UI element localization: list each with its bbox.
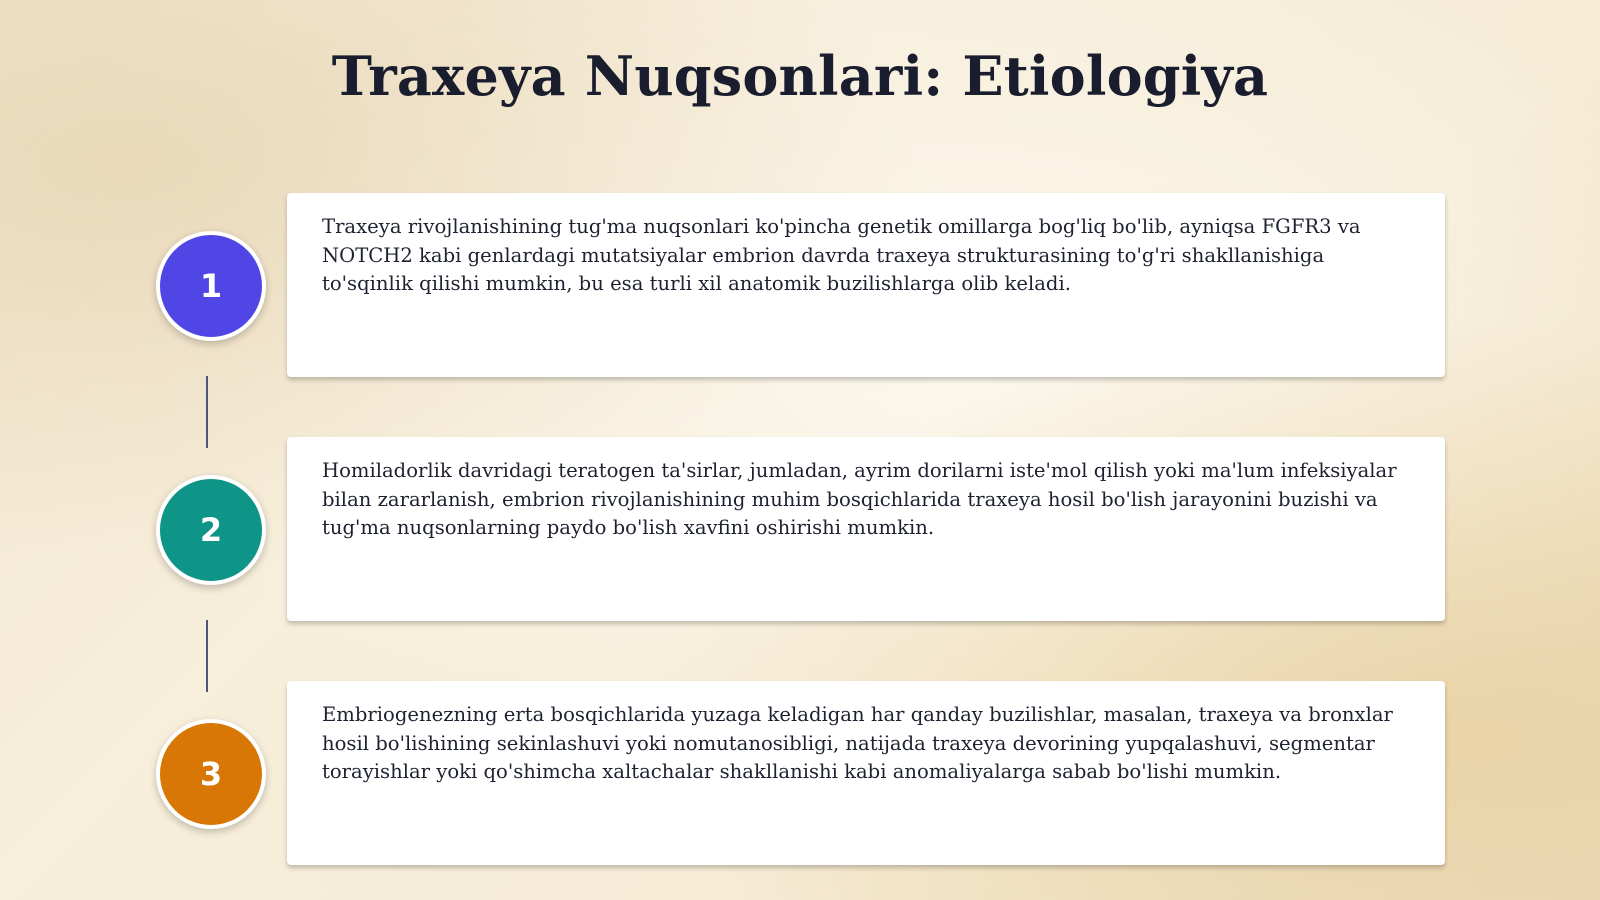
step-3-text: Embriogenezning erta bosqichlarida yuzaga keladigan har qanday buzilishlar, masalan, traxeya va bronxlar hosil bo'lishining sekinlashuvi yoki nomutanosibligi, natijada traxeya devorining yupqalashuvi, segmentar torayishlar yoki qo'shimcha xaltachalar shakllanishi kabi anomaliyalarga sabab bo'lishi mumkin.	[322, 703, 1393, 784]
step-2-card	[287, 437, 1445, 621]
step-number: 2	[199, 511, 223, 549]
step-1-badge	[156, 231, 266, 341]
step-1-text: Traxeya rivojlanishining tug'ma nuqsonlari ko'pincha genetik omillarga bog'liq bo'lib, ayniqsa FGFR3 va NOTCH2 kabi genlardagi mutatsiyalar embrion davrda traxeya strukturasining to'g'ri shakllanishiga to'sqinlik qilishi mumkin, bu esa turli xil anatomik buzilishlarga olib keladi.	[322, 215, 1361, 296]
step-1-card	[287, 193, 1445, 377]
step-3-card	[287, 681, 1445, 865]
step-3-badge	[156, 719, 266, 829]
timeline-connector	[206, 620, 208, 692]
step-2-text: Homiladorlik davridagi teratogen ta'sirlar, jumladan, ayrim dorilarni iste'mol qilish yoki ma'lum infeksiyalar bilan zararlanish, embrion rivojlanishining muhim bosqichlarida traxeya hosil bo'lish jarayonini buzishi va tug'ma nuqsonlarning paydo bo'lish xavfini oshirishi mumkin.	[322, 459, 1397, 540]
step-number: 3	[199, 755, 223, 793]
step-number: 1	[199, 267, 223, 305]
page-title: Traxeya Nuqsonlari: Etiologiya	[331, 44, 1269, 108]
timeline-connector	[206, 376, 208, 448]
step-2-badge	[156, 475, 266, 585]
